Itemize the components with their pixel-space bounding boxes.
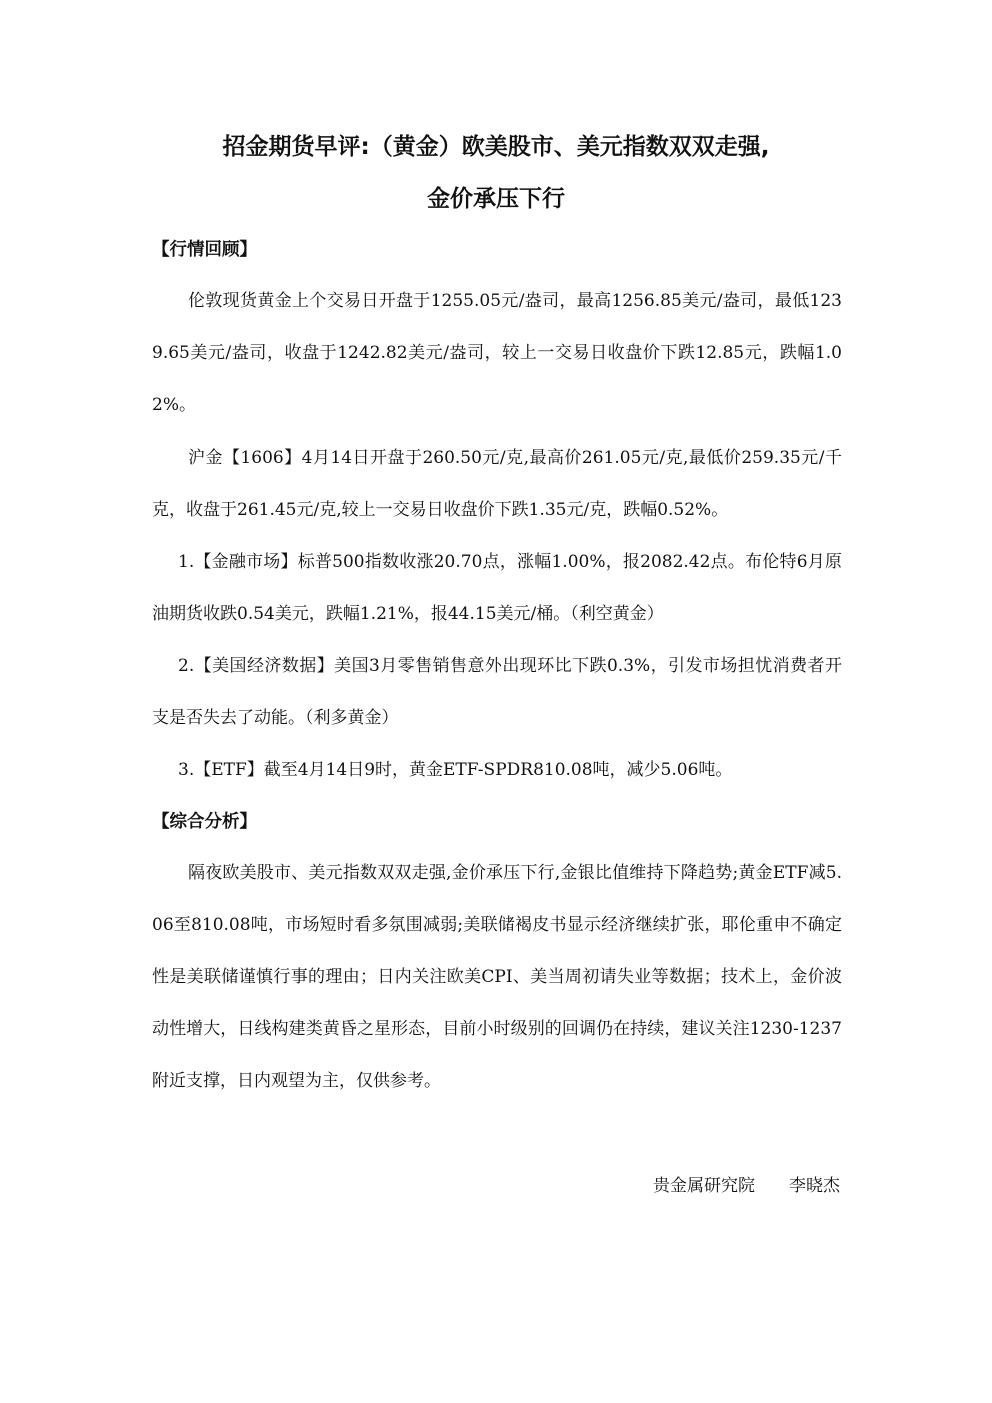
review-paragraph-shanghai-gold: 沪金【1606】4月14日开盘于260.50元/克,最高价261.05元/克,最低价259.35元/千克，收盘于261.45元/克,较上一交易日收盘价下跌1.35元/克，跌幅0.52%。 bbox=[152, 448, 842, 520]
document-title-line-2: 金价承压下行 bbox=[427, 186, 565, 212]
review-item-etf: 3.【ETF】截至4月14日9时，黄金ETF-SPDR810.08吨，减少5.06吨。 bbox=[178, 760, 733, 780]
section-heading-review: 【行情回顾】 bbox=[152, 240, 257, 260]
review-item-financial-market: 1.【金融市场】标普500指数收涨20.70点，涨幅1.00%，报2082.42点。布伦特6月原油期货收跌0.54美元，跌幅1.21%，报44.15美元/桶。（利空黄金） bbox=[152, 552, 842, 624]
section-heading-analysis: 【综合分析】 bbox=[152, 812, 257, 832]
review-paragraph-london-gold: 伦敦现货黄金上个交易日开盘于1255.05元/盎司，最高1256.85美元/盎司，最低1239.65美元/盎司，收盘于1242.82美元/盎司，较上一交易日收盘价下跌12.85元，跌幅1.02%。 bbox=[152, 291, 842, 415]
review-item-us-economic-data: 2.【美国经济数据】美国3月零售销售意外出现环比下跌0.3%，引发市场担忧消费者开支是否失去了动能。（利多黄金） bbox=[152, 656, 842, 728]
analysis-paragraph: 隔夜欧美股市、美元指数双双走强,金价承压下行,金银比值维持下降趋势;黄金ETF减5.06至810.08吨，市场短时看多氛围减弱;美联储褐皮书显示经济继续扩张，耶伦重申不确定性是美联储谨慎行事的理由；日内关注欧美CPI、美当周初请失业等数据；技术上，金价波动性增大，日线构建类黄昏之星形态，目前小时级别的回调仍在持续，建议关注1230-1237附近支撑，日内观望为主，仅供参考。 bbox=[152, 863, 842, 1091]
document-title-line-1: 招金期货早评:（黄金）欧美股市、美元指数双双走强, bbox=[222, 134, 770, 160]
signature: 贵金属研究院 李晓杰 bbox=[653, 1176, 840, 1196]
